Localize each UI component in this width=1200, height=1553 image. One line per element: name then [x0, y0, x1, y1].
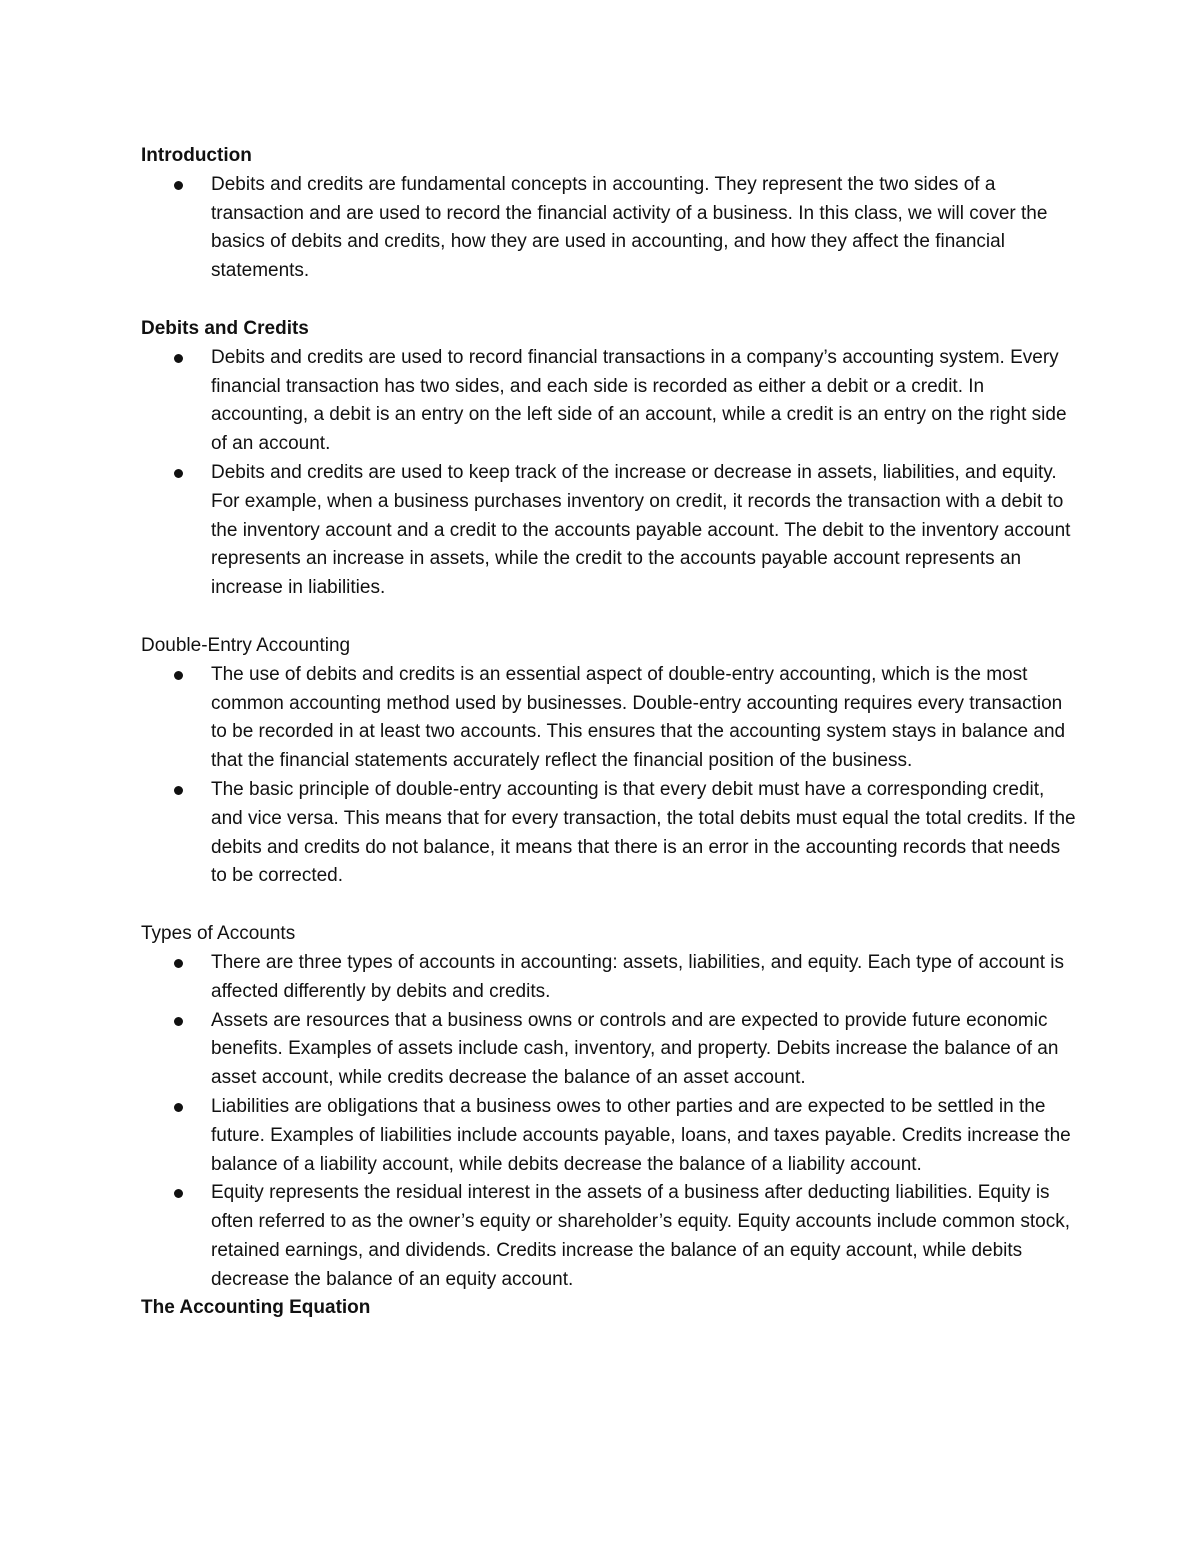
list-item-text: Debits and credits are fundamental concepts in accounting. They represent the two sides of a transaction and are used to record the financial activity of a business. In this class, we will cover the basics of debits and credits, how they are used in accounting, and how they affect the financial statements. [211, 173, 1048, 282]
bullet-icon [174, 1189, 183, 1198]
list-item-text: The use of debits and credits is an essential aspect of double-entry accounting, which is the most common accounting method used by businesses. Double-entry accounting requires every transaction to be recorded in at least two accounts. This ensures that the accounting system stays in balance and that the financial statements accurately reflect the financial position of the business. [211, 663, 1066, 772]
section-heading: Introduction [141, 145, 252, 166]
bullet-icon [174, 786, 183, 795]
bullet-list [141, 949, 1076, 1295]
list-item [141, 1007, 1076, 1093]
list-item [141, 661, 1076, 776]
list-item-text: Debits and credits are used to keep track of the increase or decrease in assets, liabilities, and equity. For example, when a business purchases inventory on credit, it records the transaction with a debit to the inventory account and a credit to the accounts payable account. The debit to the inventory account represents an increase in assets, while the credit to the accounts payable account represents an increase in liabilities. [211, 461, 1071, 599]
list-item [141, 949, 1076, 1007]
bullet-list [141, 661, 1076, 891]
section-double-entry-accounting [141, 632, 1076, 891]
section-heading: Debits and Credits [141, 317, 309, 339]
bullet-icon [174, 1017, 183, 1026]
bullet-icon [174, 1103, 183, 1112]
list-item-text: Equity represents the residual interest in the assets of a business after deducting liabilities. Equity is often referred to as the owner’s equity or shareholder’s equity. Equity accounts include common stock, retained earnings, and dividends. Credits increase the balance of an equity account, while debits decrease the balance of an equity account. [211, 1182, 1070, 1290]
bullet-icon [174, 469, 183, 478]
list-item-text: The basic principle of double-entry accounting is that every debit must have a corresponding credit, and vice versa. This means that for every transaction, the total debits must equal the total credits. If the debits and credits do not balance, it means that there is an error in the accounting records that needs to be corrected. [211, 778, 1076, 887]
section-heading: Types of Accounts [141, 923, 296, 945]
list-item [141, 459, 1076, 603]
list-item [141, 1179, 1076, 1294]
list-item [141, 1093, 1076, 1179]
bullet-icon [174, 181, 183, 190]
section-debits-and-credits [141, 315, 1076, 603]
bullet-list [141, 344, 1076, 603]
bullet-list [141, 171, 1076, 286]
bullet-icon [174, 354, 183, 363]
list-item-text: There are three types of accounts in accounting: assets, liabilities, and equity. Each type of account is affected differently by debits and credits. [211, 951, 1065, 1002]
list-item [141, 344, 1076, 459]
bullet-icon [174, 959, 183, 968]
list-item [141, 171, 1076, 286]
bullet-icon [174, 671, 183, 680]
section-accounting-equation [141, 1294, 1076, 1323]
list-item [141, 776, 1076, 891]
list-item-text: Liabilities are obligations that a business owes to other parties and are expected to be settled in the future. Examples of liabilities include accounts payable, loans, and taxes payable. Credits increase the balance of a liability account, while debits decrease the balance of a liability account. [211, 1095, 1071, 1175]
list-item-text: Assets are resources that a business owns or controls and are expected to provide future economic benefits. Examples of assets include cash, inventory, and property. Debits increase the balance of an asset account, while credits decrease the balance of an asset account. [211, 1009, 1059, 1089]
section-heading: The Accounting Equation [141, 1297, 371, 1319]
section-heading: Double-Entry Accounting [141, 634, 351, 656]
section-introduction [141, 142, 1076, 286]
document-body [141, 142, 1076, 1323]
list-item-text: Debits and credits are used to record financial transactions in a company’s accounting system. Every financial transaction has two sides, and each side is recorded as either a debit or a credit. In accounting, a debit is an entry on the left side of an account, while a credit is an entry on the right side of an account. [211, 346, 1067, 455]
section-types-of-accounts [141, 920, 1076, 1294]
